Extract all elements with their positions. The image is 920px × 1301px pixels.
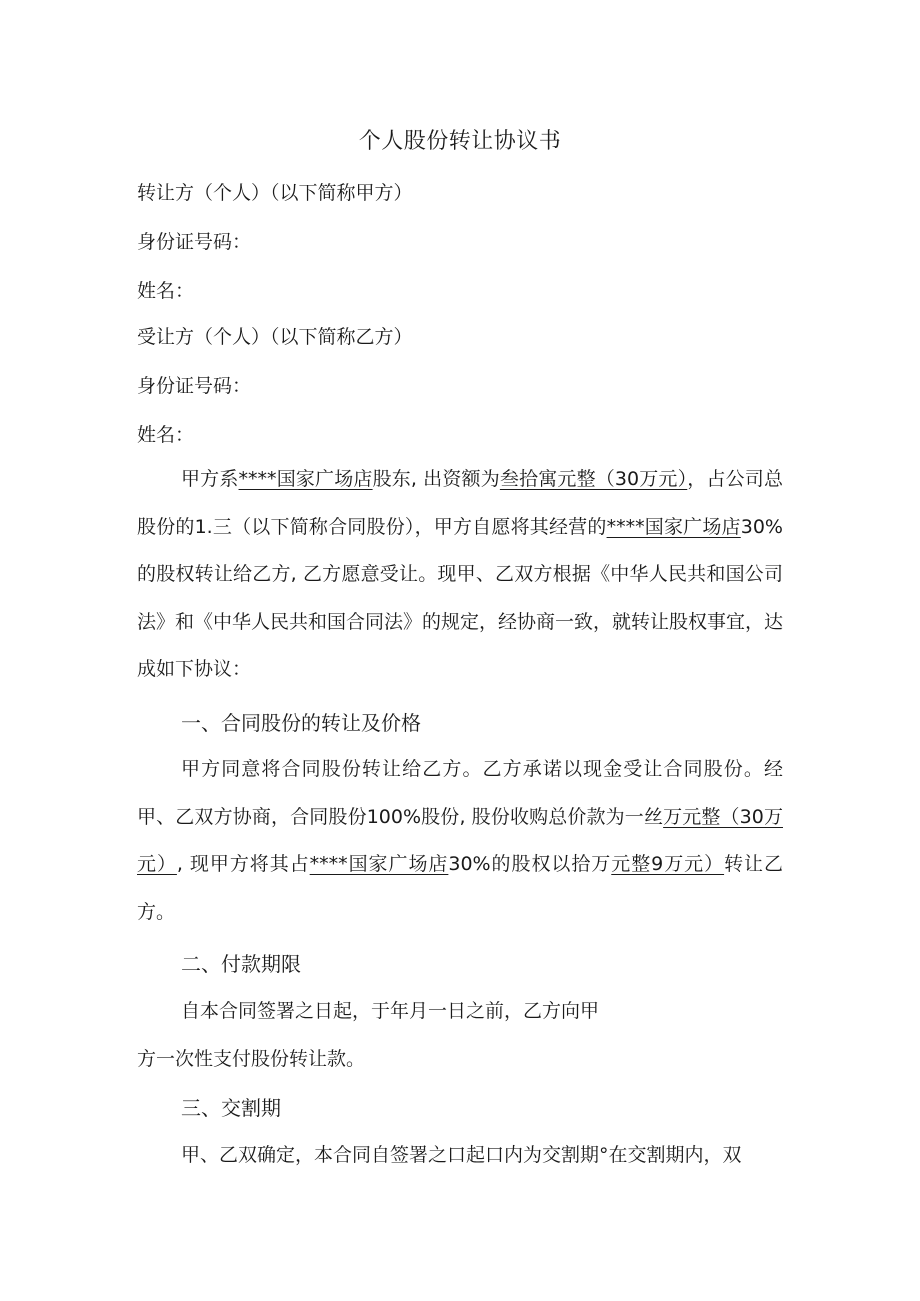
section-2-line-1: 自本合同签署之日起，于年月一日之前，乙方向甲 [181,1000,600,1022]
party-a-header: 转让方（个人）（以下简称甲方） [137,182,413,204]
intro-text-2: 股东, 出资额为 [372,468,500,490]
section-1-text-2: , 现甲方将其占 [176,853,310,875]
section-3-line-1: 甲、乙双确定，本合同自签署之口起口内为交割期°在交割期内，双 [181,1144,742,1166]
intro-text-1: 甲方系 [181,468,239,490]
party-a-id-label: 身份证号码： [137,231,252,253]
section-1-transfer-price: 元整9万元） [611,853,725,875]
intro-company-name-2: ****国家广场店 [606,515,741,538]
section-1-company-name: ****国家广场店 [309,853,449,875]
section-1-paragraph [137,746,783,936]
section-1-text-4: 转让乙方。 [137,853,783,923]
section-1-total-price: 万元整（30万元） [137,805,783,875]
party-b-id-label: 身份证号码： [137,375,252,397]
intro-capital-amount: 叁拾寓元整（30万元） [499,468,688,490]
section-2-line-2: 方一次性支付股份转让款。 [137,1048,366,1070]
intro-company-name: ****国家广场店 [238,468,373,490]
section-1-heading: 一、合同股份的转让及价格 [181,711,421,735]
party-a-name-label: 姓名： [137,280,195,302]
party-b-name-label: 姓名： [137,424,195,446]
document-title: 个人股份转让协议书 [358,129,562,154]
section-2-heading: 二、付款期限 [181,952,301,976]
intro-text-4: 30%的股权转让给乙方, 乙方愿意受让。现甲、乙双方根据《中华人民共和国公司法》和《中华人民共和国合同法》的规定，经协商一致，就转让股权事宜，达成如下协议： [137,515,784,680]
section-1-text-1: 甲方同意将合同股份转让给乙方。乙方承诺以现金受让合同股份。经甲、乙双方协商，合同股份100%股份, 股份收购总价款为一丝 [137,758,783,828]
section-3-heading: 三、交割期 [181,1096,281,1120]
party-b-header: 受让方（个人）（以下简称乙方） [137,326,413,348]
intro-paragraph [137,456,783,694]
intro-text-3: ，占公司总股份的1.三（以下简称合同股份），甲方自愿将其经营的 [137,468,783,538]
section-1-text-3: 30%的股权以拾万 [448,853,612,875]
